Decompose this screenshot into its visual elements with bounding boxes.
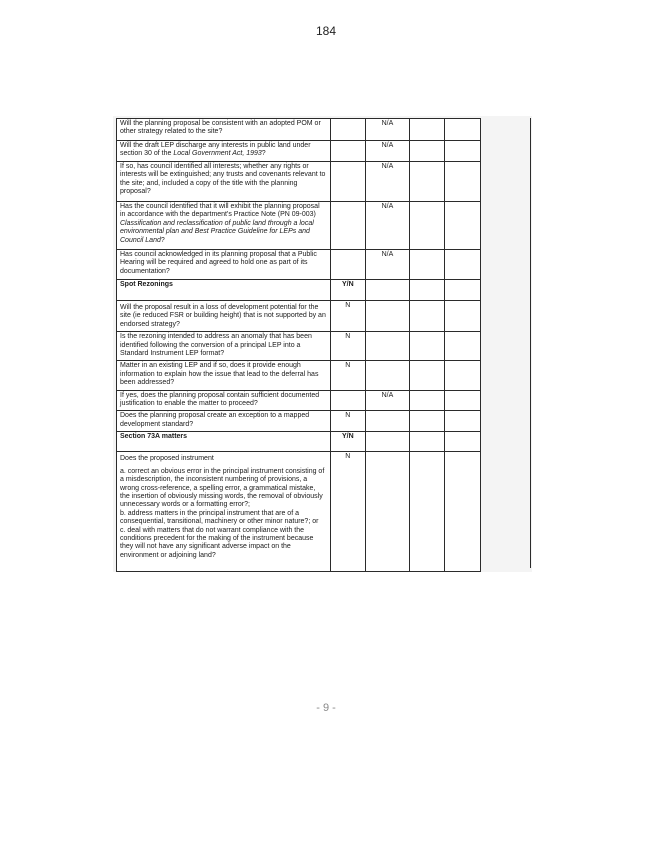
- table-row: [117, 301, 481, 332]
- table-row: [117, 332, 481, 361]
- section-heading: Spot Rezonings: [117, 280, 331, 301]
- yn-cell: [330, 119, 366, 141]
- question-cell: Does the planning proposal create an exception to a mapped development standard?: [117, 411, 331, 432]
- question-cell: Will the proposal result in a loss of development potential for the site (ie reduced FSR or building height) that is not supported by an endorsed strategy?: [117, 301, 331, 332]
- yn-cell: [330, 202, 366, 250]
- act-title: Local Government Act, 1993: [173, 150, 262, 158]
- yn-heading: Y/N: [330, 432, 366, 452]
- na-cell: N/A: [366, 141, 410, 162]
- section-row: [117, 432, 481, 452]
- na-cell: N/A: [366, 162, 410, 202]
- na-cell: [366, 411, 410, 432]
- section-row: [117, 280, 481, 301]
- empty-cell: [409, 361, 445, 390]
- na-cell: [366, 452, 410, 572]
- yn-cell: [330, 141, 366, 162]
- empty-cell: [409, 432, 445, 452]
- question-cell: [117, 452, 331, 572]
- na-cell: N/A: [366, 119, 410, 141]
- na-cell: N/A: [366, 202, 410, 250]
- question-cell: Will the planning proposal be consistent with an adopted POM or other strategy related to the site?: [117, 119, 331, 141]
- empty-cell: [409, 119, 445, 141]
- empty-cell: [445, 280, 481, 301]
- table-row: [117, 141, 481, 162]
- empty-cell: [445, 332, 481, 361]
- empty-cell: [445, 301, 481, 332]
- empty-cell: [445, 250, 481, 280]
- table-row: [117, 202, 481, 250]
- empty-cell: [445, 119, 481, 141]
- question-cell: Is the rezoning intended to address an anomaly that has been identified following the conversion of a principal LEP into a Standard Instrument LEP format?: [117, 332, 331, 361]
- question-cell: [117, 141, 331, 162]
- checklist-table: [116, 118, 481, 572]
- guideline-title: Classification and reclassification of public land through a local environmental plan and Best Practice Guideline for LEPs and Council Land: [120, 219, 314, 244]
- empty-cell: [409, 301, 445, 332]
- question-cell: Has council acknowledged in its planning proposal that a Public Hearing will be required and agreed to hold one as part of its documentation?: [117, 250, 331, 280]
- table-row: [117, 119, 481, 141]
- yn-cell: [330, 250, 366, 280]
- na-cell: N/A: [366, 390, 410, 411]
- table-row: [117, 411, 481, 432]
- empty-cell: [409, 390, 445, 411]
- table-row: [117, 250, 481, 280]
- empty-cell: [409, 250, 445, 280]
- table-row: [117, 390, 481, 411]
- na-cell: [366, 361, 410, 390]
- question-cell: Matter in an existing LEP and if so, does it provide enough information to explain how the issue that lead to the deferral has been addressed?: [117, 361, 331, 390]
- empty-cell: [409, 280, 445, 301]
- empty-cell: [409, 162, 445, 202]
- empty-cell: [409, 202, 445, 250]
- empty-cell: [445, 390, 481, 411]
- question-option-b: b. address matters in the principal instrument that are of a consequential, transitional, machinery or other minor nature?; or: [120, 509, 319, 526]
- empty-cell: [445, 141, 481, 162]
- question-option-c: c. deal with matters that do not warrant compliance with the conditions precedent for the making of the instrument because they will not have any significant adverse impact on the environment or adjoining land?: [120, 526, 314, 559]
- yn-cell: N: [330, 361, 366, 390]
- question-intro: Does the proposed instrument: [120, 455, 214, 463]
- empty-cell: [445, 162, 481, 202]
- question-text: Has the council identified that it will exhibit the planning proposal in accordance with the department's Practice Note (PN 09-003): [120, 203, 320, 219]
- section-heading: Section 73A matters: [117, 432, 331, 452]
- table-row: [117, 452, 481, 572]
- empty-cell: [409, 332, 445, 361]
- table-right-border: [481, 118, 531, 568]
- question-cell: If so, has council identified all interests; whether any rights or interests will be extinguished; any trusts and covenants relevant to the site; and, included a copy of the title with the planning proposal?: [117, 162, 331, 202]
- na-cell: [366, 432, 410, 452]
- yn-cell: N: [330, 332, 366, 361]
- na-cell: N/A: [366, 250, 410, 280]
- yn-cell: [330, 390, 366, 411]
- empty-cell: [409, 452, 445, 572]
- empty-cell: [445, 202, 481, 250]
- table-row: [117, 361, 481, 390]
- page-number: 184: [315, 24, 337, 38]
- yn-cell: N: [330, 411, 366, 432]
- question-text-end: ?: [160, 236, 165, 244]
- na-cell: [366, 301, 410, 332]
- question-cell: [117, 202, 331, 250]
- na-cell: [366, 332, 410, 361]
- footer-page-label: - 9 -: [316, 702, 336, 714]
- yn-cell: N: [330, 301, 366, 332]
- empty-cell: [445, 452, 481, 572]
- empty-cell: [409, 141, 445, 162]
- empty-cell: [445, 361, 481, 390]
- yn-cell: [330, 162, 366, 202]
- empty-cell: [445, 411, 481, 432]
- question-text: Will the draft LEP discharge any interests in public land under section 30 of the: [120, 142, 311, 158]
- empty-cell: [445, 432, 481, 452]
- na-cell: [366, 280, 410, 301]
- empty-cell: [409, 411, 445, 432]
- question-text-end: ?: [261, 150, 266, 158]
- question-cell: If yes, does the planning proposal contain sufficient documented justification to enable the matter to proceed?: [117, 390, 331, 411]
- question-option-a: a. correct an obvious error in the principal instrument consisting of a misdescription, the inconsistent numbering of provisions, a wrong cross-reference, a spelling error, a grammatical mistake, the insertion of obviously missing words, the removal of obviously unnecessary words or a formatting error?;: [120, 467, 325, 509]
- yn-heading: Y/N: [330, 280, 366, 301]
- table-row: [117, 162, 481, 202]
- yn-cell: N: [330, 452, 366, 572]
